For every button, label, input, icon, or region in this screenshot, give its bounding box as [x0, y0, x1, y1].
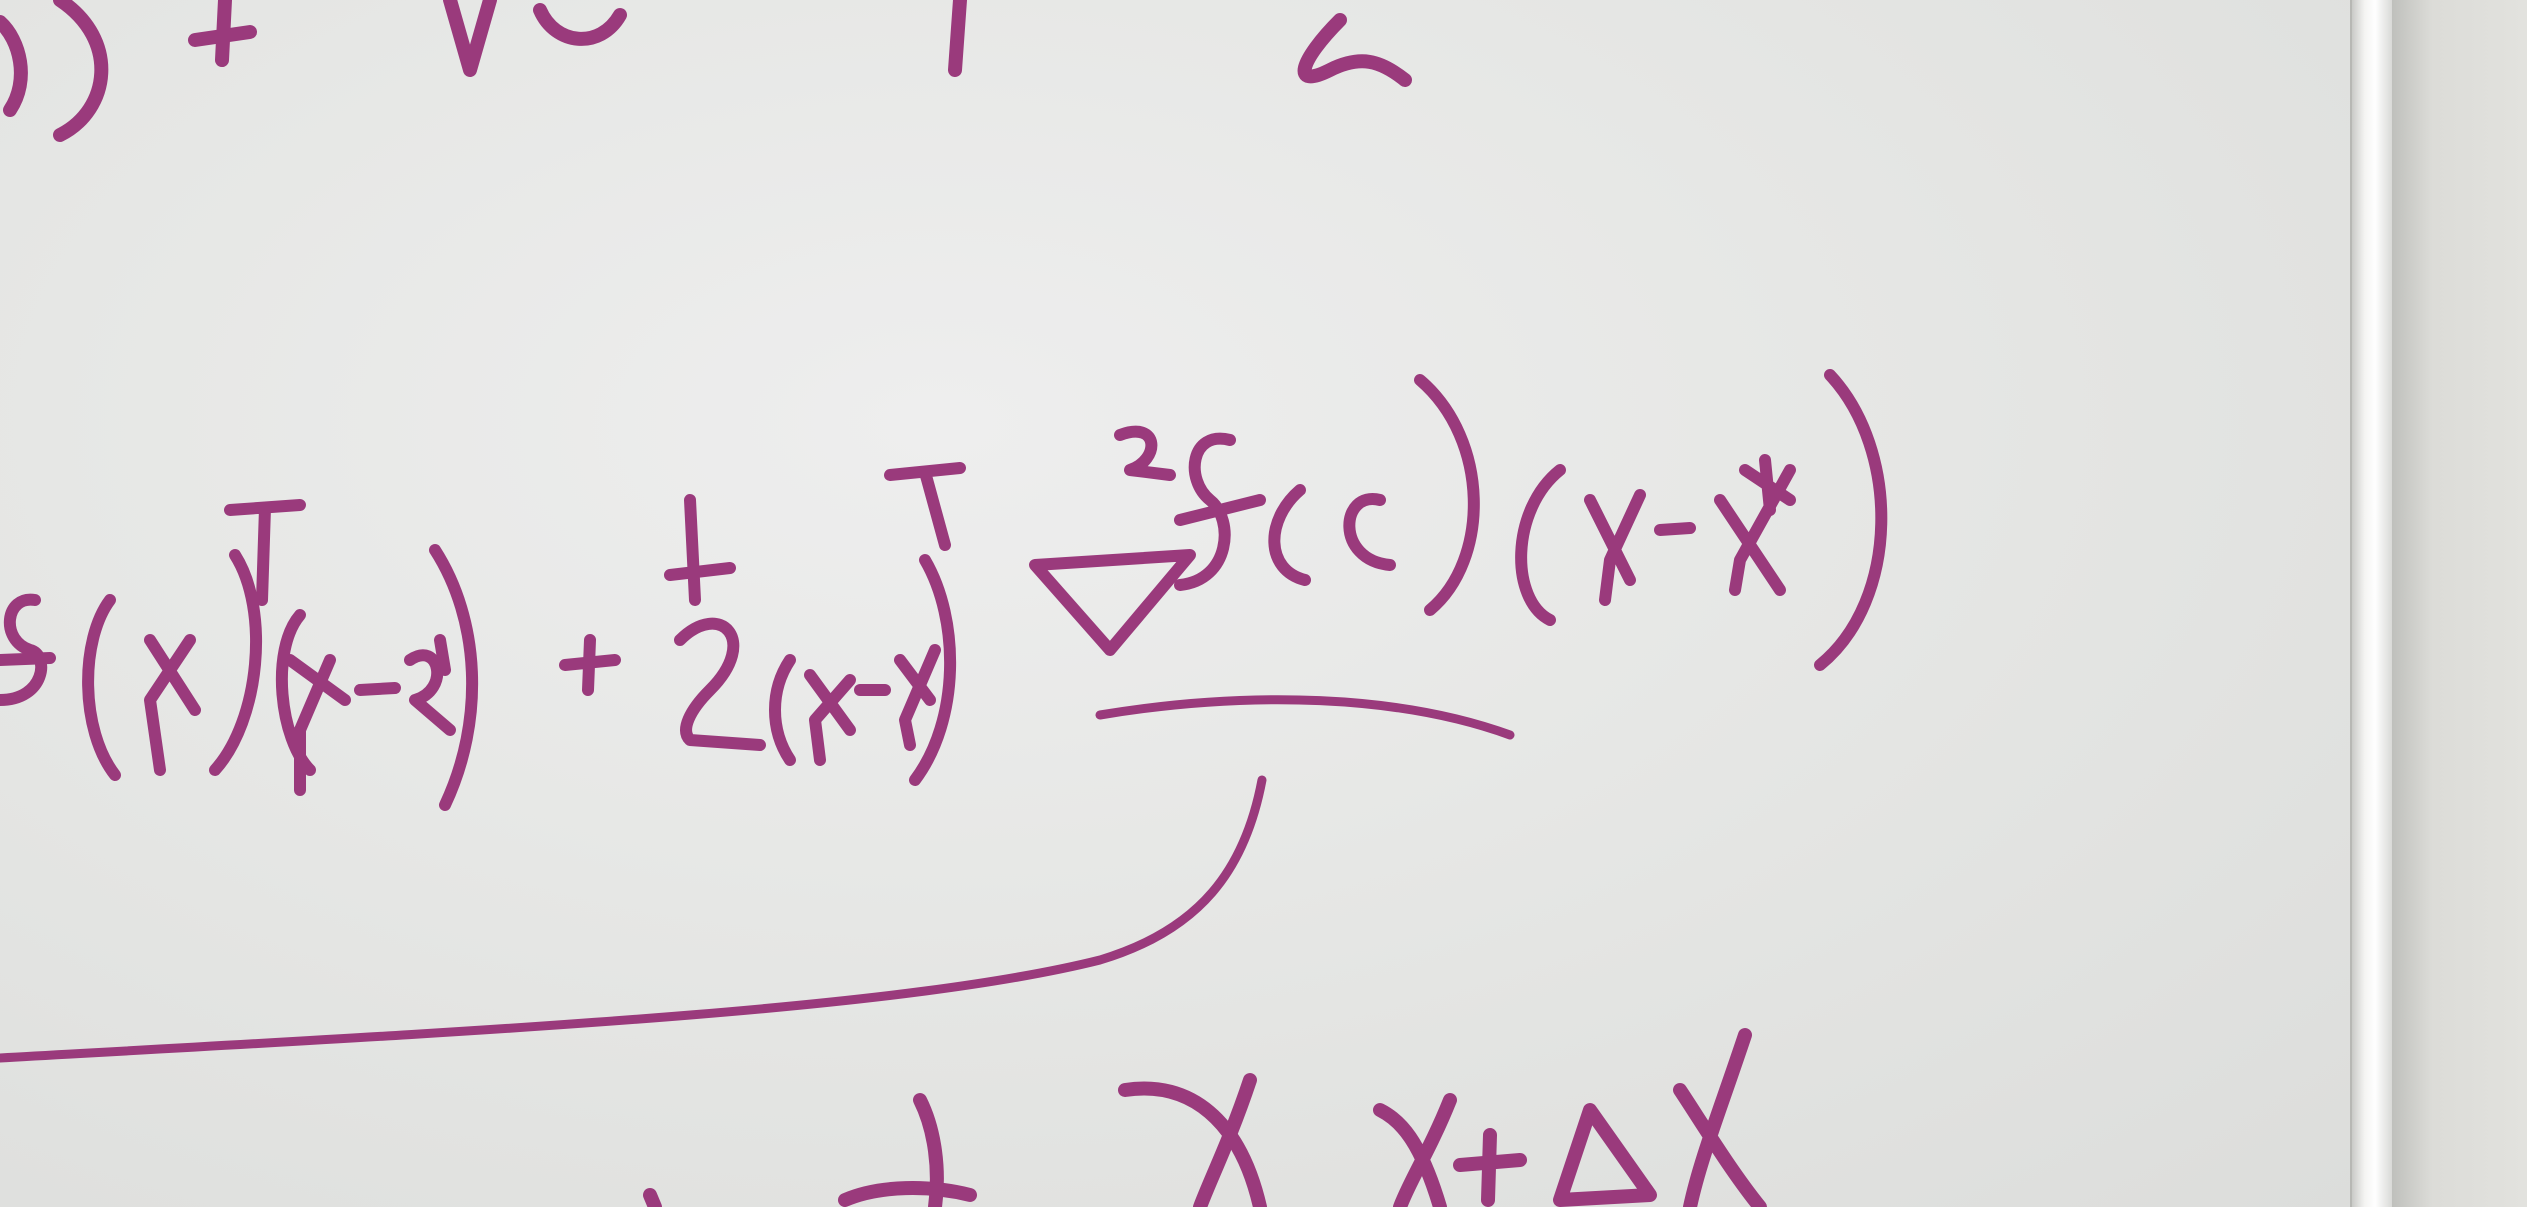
bottom-fragment-strokes: [650, 1035, 1760, 1207]
top-fragment-strokes: [0, 0, 1405, 135]
expansion-strokes: [0, 375, 1881, 805]
